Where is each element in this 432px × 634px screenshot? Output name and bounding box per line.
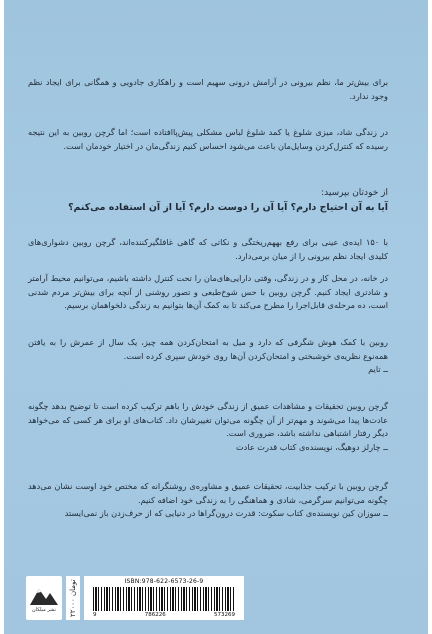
quote-cain: گرچن روبین با ترکیب جذابیت، تحقیقات عمیق و مشاوره‌ی روشنگرانه که مختص خود اوست نشان می‌دهد چگونه می‌توانیم سرگرمی، شادی و هماهنگی را به زندگی خود اضافه کنیم. ــ سوزان کین نویسنده‌ی کتاب سکوت: قدرت درون‌گراها در دنیایی که از حرف‌زدن باز نمی‌ایستد	[28, 480, 388, 521]
question-text: آیا به آن احتیاج دارم؟ آیا آن را دوست دارم؟ آیا از آن استفاده می‌کنم؟	[68, 201, 388, 213]
quote-source: ــ تایم	[368, 364, 388, 375]
barcode-digits: 9 786226 573269	[93, 612, 235, 618]
quote-duhigg: گرچن روبین تحقیقات و مشاهدات عمیق از زندگی خودش را باهم ترکیب کرده است تا توضیح بدهد چگونه عادت‌ها پیدا می‌شوند و مهم‌تر از آن چگونه می‌توان تغییرشان داد. کتاب‌های او برای هر کسی که می‌خواهد دیگر رفتار اشتباهی نداشته باشد، ضروری است. ــ چارلز دوهیگ، نویسنده‌ی کتاب قدرت عادت	[28, 400, 388, 454]
barcode-bars	[93, 587, 235, 611]
quote-source: ــ سوزان کین نویسنده‌ی کتاب سکوت: قدرت درون‌گراها در دنیایی که از حرف‌زدن باز نمی‌ایستد	[64, 508, 388, 519]
barcode-area	[26, 572, 251, 620]
publisher-name: نشر میلکان	[32, 607, 56, 613]
question-block	[28, 187, 388, 214]
publisher-logo	[26, 576, 62, 620]
paragraph-home: در خانه، در محل کار و در زندگی، وقتی دارایی‌های‌مان را تحت کنترل داشته باشیم، می‌توانیم محیط آرامتر و شادتری ایجاد کنیم. گرچن روبین با حس شوخ‌طبعی و تصور روشنی از آنچه برای بیش‌تر مردم شدنی است، ده مرحله‌ی قابل‌اجرا را مطرح می‌کند تا به کمک آن‌ها بتوانیم به زندگی دلخواهمان برسیم.	[28, 273, 388, 311]
quote-time: روبین با کمک هوش شگرفی که دارد و میل به امتحان‌کردن همه چیز، یک سال از عمرش را به یافتن همه‌نوع نظریه‌ی خوشبختی و امتحان‌کردن آن‌ها روی خودش سپری کرده است. ــ تایم	[28, 336, 388, 377]
paragraph-ideas: با ۱۵۰ ایده‌ی عینی برای رفع بههم‌ریختگی و نکاتی که گاهی غافلگیرکننده‌اند، گرچن روبین دشواری‌های کلیدی ایجاد نظم بیرونی را از میان برمی‌دارد.	[28, 237, 388, 261]
paragraph-intro: برای بیش‌تر ما، نظم بیرونی در آرامش درونی سهیم است و راهکاری جادویی و همگانی برای ایجاد نظم وجود ندارد.	[28, 77, 388, 101]
isbn-text: ISBN:978-622-6573-26-9	[124, 578, 204, 585]
quote-source: ــ چارلز دوهیگ، نویسنده‌ی کتاب قدرت عادت	[235, 441, 388, 452]
book-back-cover	[4, 0, 428, 634]
barcode	[84, 576, 244, 620]
question-heading: از خودتان بپرسید:	[321, 188, 388, 198]
mountain-icon	[30, 583, 58, 605]
price-label: ۲۲۰۰۰ تومان	[66, 576, 80, 620]
paragraph-happy-life: در زندگی شاد، میزی شلوغ یا کمد شلوغ لباس مشکلی پیش‌پاافتاده است؛ اما گرچن روبین به این نتیجه رسیده که کنترل‌کردن وسایل‌مان باعث می‌شود احساس کنیم زندگی‌مان در اختیار خودمان است.	[28, 127, 388, 151]
